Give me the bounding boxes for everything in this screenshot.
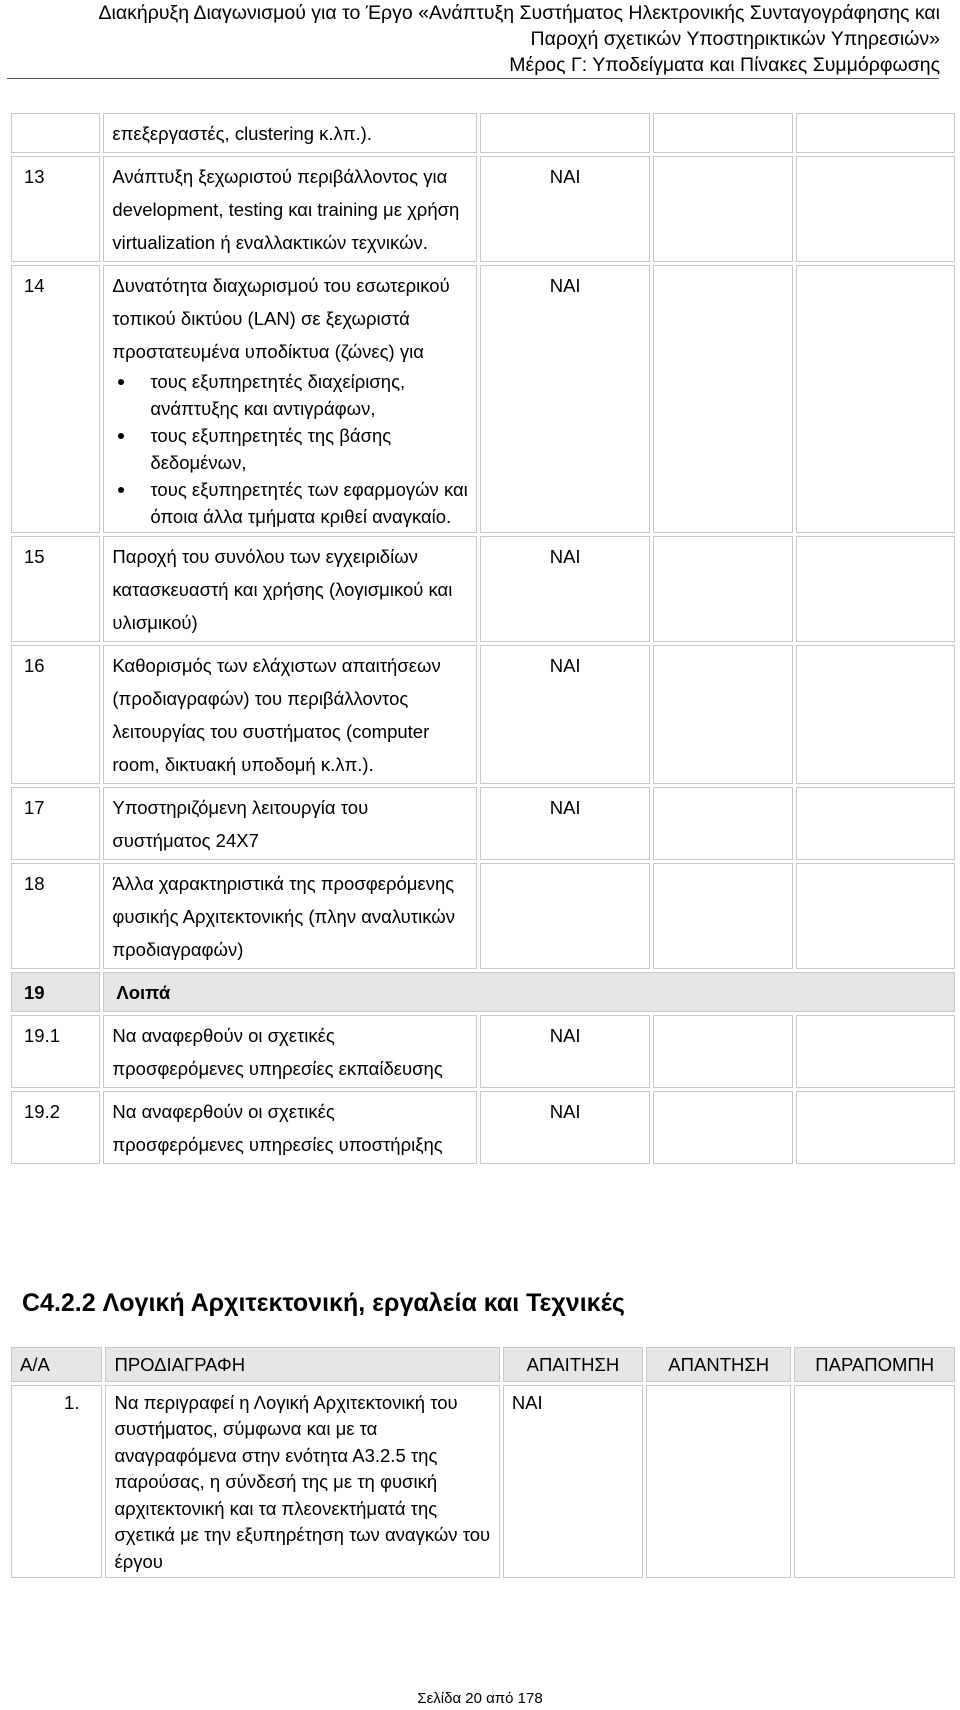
row-reference: [796, 863, 955, 969]
header-aa: Α/Α: [11, 1347, 102, 1382]
row-answer: [653, 265, 793, 533]
row-reference: [796, 645, 955, 784]
row-reference: [796, 536, 955, 642]
row-number: 16: [11, 645, 100, 784]
table-row: [11, 787, 955, 860]
row-description: Ανάπτυξη ξεχωριστού περιβάλλοντος για development, testing και training με χρήση virtualization ή εναλλακτικών τεχνικών.: [103, 156, 477, 262]
section-number: 19: [11, 972, 100, 1012]
row-requirement: ΝΑΙ: [480, 1015, 649, 1088]
page-header: [20, 0, 940, 78]
list-item: τους εξυπηρετητές διαχείρισης, ανάπτυξης και αντιγράφων,: [150, 368, 468, 422]
table-row: [11, 113, 955, 153]
row-requirement: ΝΑΙ: [480, 1091, 649, 1164]
compliance-table-physical: [8, 110, 958, 1167]
list-item: τους εξυπηρετητές των εφαρμογών και όποια άλλα τμήματα κριθεί αναγκαίο.: [150, 476, 468, 530]
row-answer: [653, 645, 793, 784]
header-line-2: Παροχή σχετικών Υποστηρικτικών Υπηρεσιών»: [530, 28, 940, 50]
row-requirement: ΝΑΙ: [480, 265, 649, 533]
table-row: [11, 1015, 955, 1088]
table-row: [11, 645, 955, 784]
section-title: Λοιπά: [103, 972, 955, 1012]
row-number: 17: [11, 787, 100, 860]
row-number: 1.: [11, 1385, 102, 1579]
list-item: τους εξυπηρετητές της βάσης δεδομένων,: [150, 422, 468, 476]
row-number: 19.1: [11, 1015, 100, 1088]
row-description-text: Δυνατότητα διαχωρισμού του εσωτερικού τοπικού δικτύου (LAN) σε ξεχωριστά προστατευμένα υποδίκτυα (ζώνες) για: [112, 275, 450, 362]
row-description: Παροχή του συνόλου των εγχειριδίων κατασκευαστή και χρήσης (λογισμικού και υλισμικού): [103, 536, 477, 642]
row-reference: [796, 1091, 955, 1164]
table-row: [11, 265, 955, 533]
row-answer: [653, 1015, 793, 1088]
row-answer: [653, 113, 793, 153]
row-reference: [794, 1385, 955, 1579]
section-heading: C4.2.2 Λογική Αρχιτεκτονική, εργαλεία και Τεχνικές: [22, 1289, 625, 1317]
row-requirement: ΝΑΙ: [480, 156, 649, 262]
row-answer: [653, 156, 793, 262]
table-row: [11, 156, 955, 262]
header-spec: ΠΡΟΔΙΑΓΡΑΦΗ: [105, 1347, 499, 1382]
table-row: [11, 1091, 955, 1164]
row-description: Υποστηριζόμενη λειτουργία του συστήματος 24Χ7: [103, 787, 477, 860]
page-footer: Σελίδα 20 από 178: [417, 1690, 543, 1707]
row-reference: [796, 787, 955, 860]
row-requirement: ΝΑΙ: [480, 645, 649, 784]
row-reference: [796, 1015, 955, 1088]
row-description: Να αναφερθούν οι σχετικές προσφερόμενες υπηρεσίες υποστήριξης: [103, 1091, 477, 1164]
row-description: [103, 265, 477, 533]
header-line-1: Διακήρυξη Διαγωνισμού για το Έργο «Ανάπτυξη Συστήματος Ηλεκτρονικής Συνταγογράφησης και: [98, 2, 940, 24]
row-answer: [653, 536, 793, 642]
row-reference: [796, 265, 955, 533]
row-answer: [646, 1385, 791, 1579]
row-answer: [653, 1091, 793, 1164]
header-line-3: Μέρος Γ: Υποδείγματα και Πίνακες Συμμόρφωσης: [509, 54, 940, 76]
row-number: 18: [11, 863, 100, 969]
row-description: Να περιγραφεί η Λογική Αρχιτεκτονική του συστήματος, σύμφωνα και με τα αναγραφόμενα στην ενότητα Α3.2.5 της παρούσας, η σύνδεσή της με τη φυσική αρχιτεκτονική και τα πλεονεκτήματά της σχετικά με την εξυπηρέτηση των αναγκών του έργου: [105, 1385, 499, 1579]
header-answer: ΑΠΑΝΤΗΣΗ: [646, 1347, 791, 1382]
header-divider: [7, 78, 939, 79]
row-requirement: [480, 863, 649, 969]
row-description: Καθορισμός των ελάχιστων απαιτήσεων (προδιαγραφών) του περιβάλλοντος λειτουργίας του συστήματος (computer room, δικτυακή υποδομή κ.λπ.).: [103, 645, 477, 784]
table-row: [11, 863, 955, 969]
row-requirement: ΝΑΙ: [503, 1385, 643, 1579]
table-row: [11, 1385, 955, 1579]
row-number: 14: [11, 265, 100, 533]
row-requirement: [480, 113, 649, 153]
table-header-row: [11, 1347, 955, 1382]
row-answer: [653, 787, 793, 860]
compliance-table-logical: [8, 1344, 958, 1581]
header-reference: ΠΑΡΑΠΟΜΠΗ: [794, 1347, 955, 1382]
header-requirement: ΑΠΑΙΤΗΣΗ: [503, 1347, 643, 1382]
bullet-list: [112, 368, 468, 530]
section-row: [11, 972, 955, 1012]
row-description: Να αναφερθούν οι σχετικές προσφερόμενες υπηρεσίες εκπαίδευσης: [103, 1015, 477, 1088]
row-reference: [796, 113, 955, 153]
row-requirement: ΝΑΙ: [480, 787, 649, 860]
row-answer: [653, 863, 793, 969]
row-reference: [796, 156, 955, 262]
row-number: [11, 113, 100, 153]
row-number: 15: [11, 536, 100, 642]
row-description: επεξεργαστές, clustering κ.λπ.).: [103, 113, 477, 153]
row-requirement: ΝΑΙ: [480, 536, 649, 642]
table-row: [11, 536, 955, 642]
row-description: Άλλα χαρακτηριστικά της προσφερόμενης φυσικής Αρχιτεκτονικής (πλην αναλυτικών προδιαγραφών): [103, 863, 477, 969]
row-number: 19.2: [11, 1091, 100, 1164]
row-number: 13: [11, 156, 100, 262]
